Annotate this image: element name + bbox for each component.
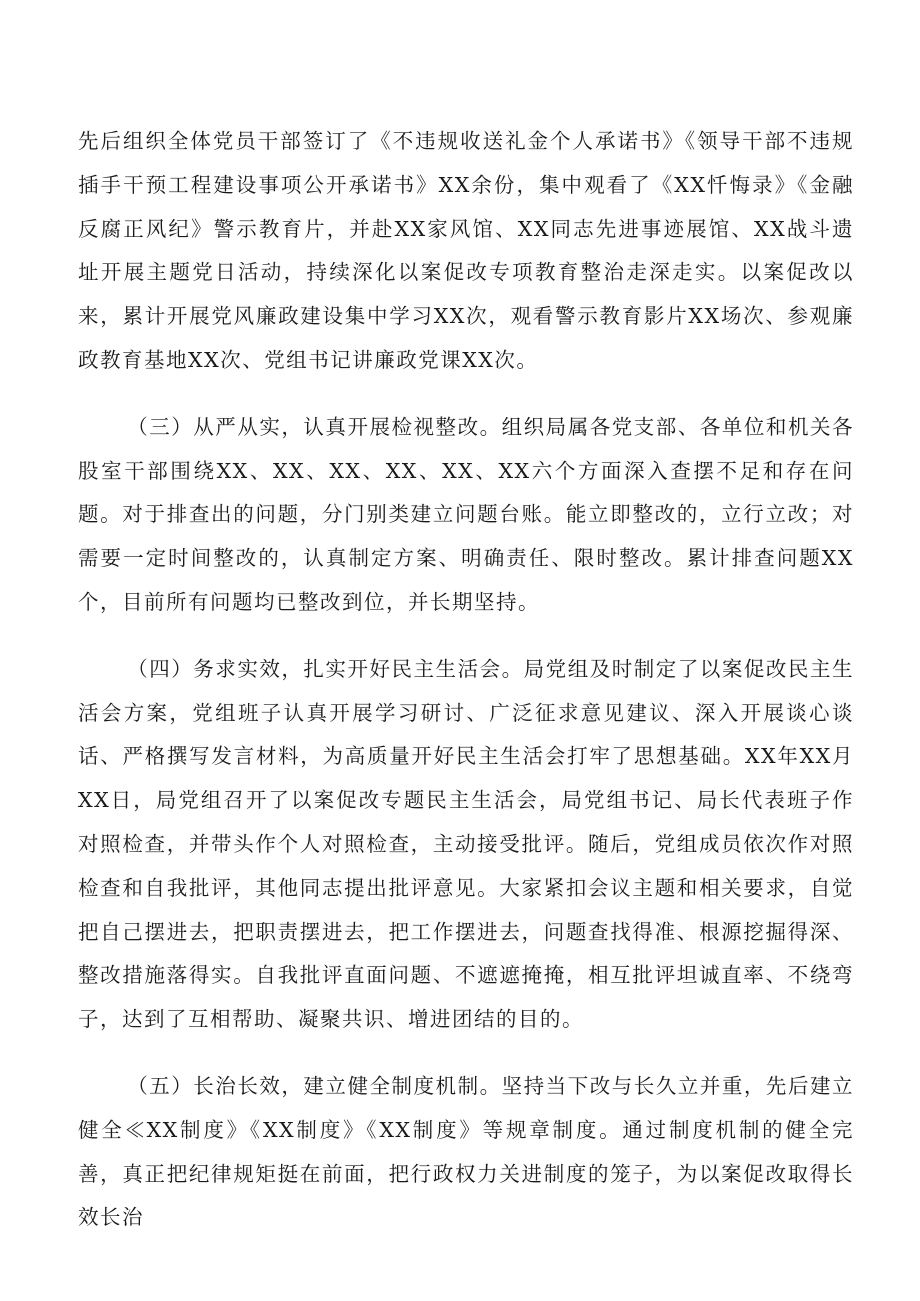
paragraph-3: （四）务求实效，扎实开好民主生活会。局党组及时制定了以案促改民主生活会方案，党组班子认真开展学习研讨、广泛征求意见建议、深入开展谈心谈话、严格撰写发言材料，为高质量开好民主生活会打牢了思想基础。XX年XX月XX日，局党组召开了以案促改专题民主生活会，局党组书记、局长代表班子作对照检查，并带头作个人对照检查，主动接受批评。随后，党组成员依次作对照检查和自我批评，其他同志提出批评意见。大家紧扣会议主题和相关要求，自觉把自己摆进去，把职责摆进去，把工作摆进去，问题查找得准、根源挖掘得深、整改措施落得实。自我批评直面问题、不遮遮掩掩，相互批评坦诚直率、不绕弯子，达到了互相帮助、凝聚共识、增进团结的目的。 (78, 656, 854, 1032)
document-body (78, 120, 854, 1240)
paragraph-4: （五）长治长效，建立健全制度机制。坚持当下改与长久立并重，先后建立健全≪XX制度》《XX制度》《XX制度》等规章制度。通过制度机制的健全完善，真正把纪律规矩挺在前面，把行政权力关进制度的笼子，为以案促改取得长效长治 (78, 1073, 854, 1230)
paragraph-1: 先后组织全体党员干部签订了《不违规收送礼金个人承诺书》《领导干部不违规插手干预工程建设事项公开承诺书》XX余份，集中观看了《XX忏悔录》《金融反腐正风纪》警示教育片，并赴XX家风馆、XX同志先进事迹展馆、XX战斗遗址开展主题党日活动，持续深化以案促改专项教育整治走深走实。以案促改以来，累计开展党风廉政建设集中学习XX次，观看警示教育影片XX场次、参观廉政教育基地XX次、党组书记讲廉政党课XX次。 (78, 129, 854, 372)
paragraph-2: （三）从严从实，认真开展检视整改。组织局属各党支部、各单位和机关各股室干部围绕XX、XX、XX、XX、XX、XX六个方面深入查摆不足和存在问题。对于排查出的问题，分门别类建立问题台账。能立即整改的，立行立改；对需要一定时间整改的，认真制定方案、明确责任、限时整改。累计排查问题XX个，目前所有问题均已整改到位，并长期坚持。 (78, 414, 854, 614)
